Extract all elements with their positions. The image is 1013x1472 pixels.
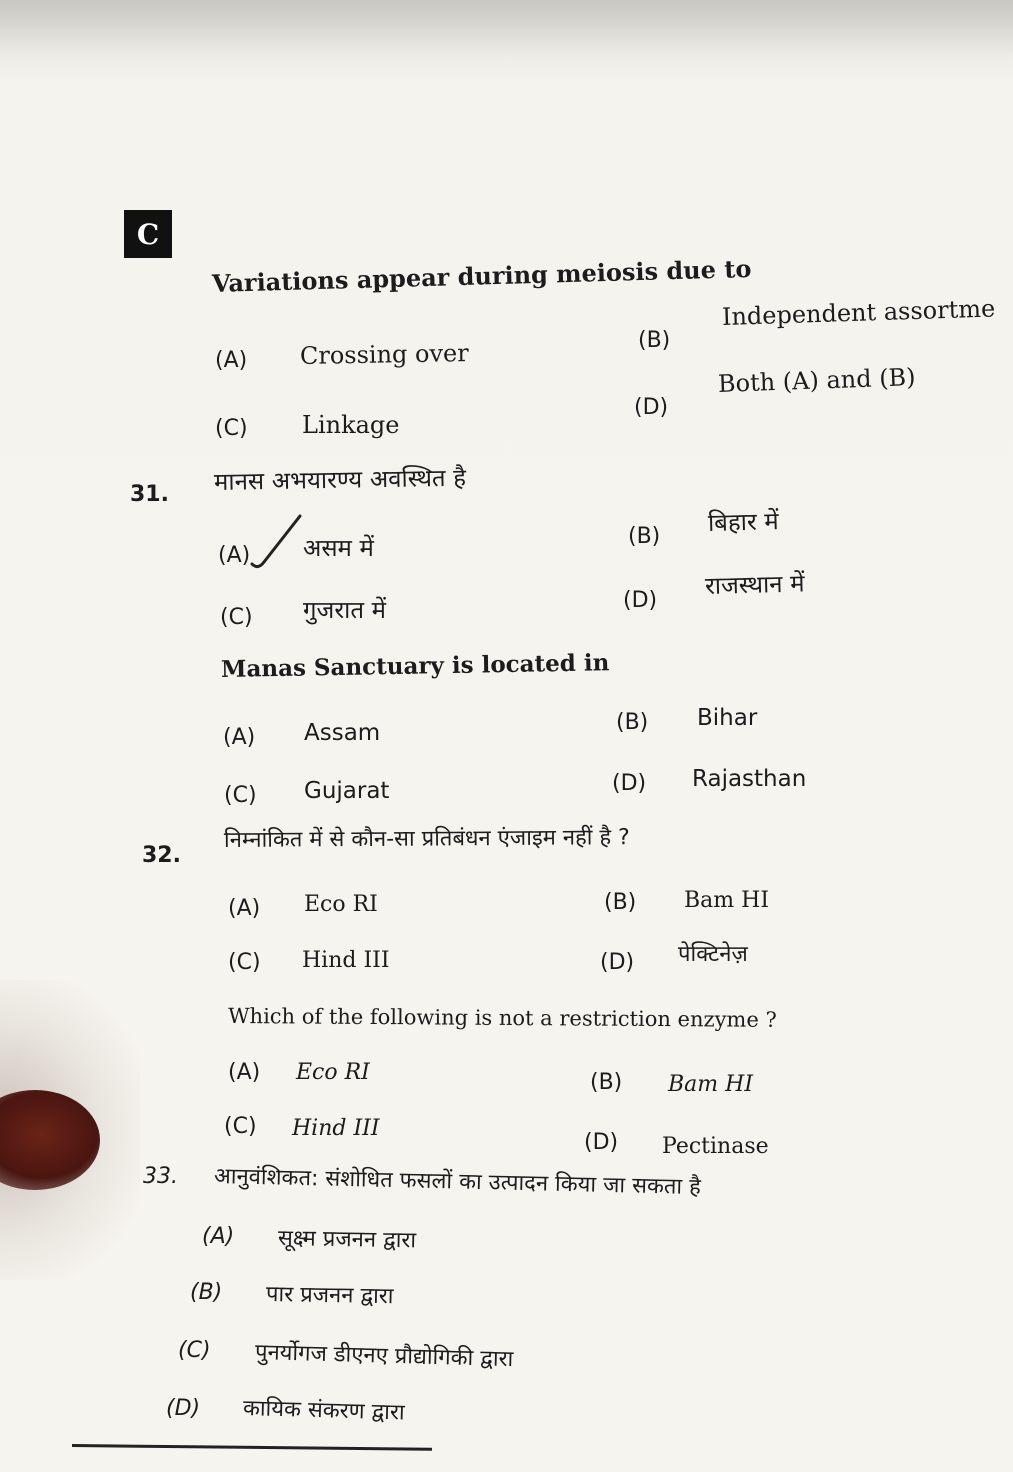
q32-question-en: Which of the following is not a restriction enzyme ? <box>227 1004 777 1032</box>
q32-hi-option-d-text: पेक्टिनेज़ <box>678 942 748 967</box>
q33-number: 33. <box>143 1164 178 1189</box>
page-top-shadow <box>0 0 1013 80</box>
q32-hi-option-c-text: Hind III <box>302 948 390 973</box>
q30-option-d-label: (D) <box>634 395 669 420</box>
q32-hi-option-a-text: Eco RI <box>304 892 378 917</box>
q31-hi-option-b-label: (B) <box>628 524 661 549</box>
q33-option-a-text: सूक्ष्म प्रजनन द्वारा <box>277 1226 417 1254</box>
q31-en-option-c-text: Gujarat <box>304 778 390 804</box>
q33-option-b-text: पार प्रजनन द्वारा <box>265 1282 394 1310</box>
q31-en-option-a-label: (A) <box>223 725 256 750</box>
q31-hi-option-d-text: राजस्थान में <box>704 569 805 600</box>
q31-en-option-d-label: (D) <box>612 771 647 796</box>
q33-option-c-text: पुनर्योगज डीएनए प्रौद्योगिकी द्वारा <box>254 1340 514 1373</box>
q30-question-en: Variations appear during meiosis due to <box>211 253 752 298</box>
q31-en-option-c-label: (C) <box>224 783 257 808</box>
q32-en-option-c-text: Hind III <box>292 1116 380 1141</box>
q32-en-option-b-text: Bam HI <box>668 1072 754 1097</box>
q31-en-option-b-label: (B) <box>616 710 649 735</box>
q30-option-a-text: Crossing over <box>299 339 469 370</box>
q32-en-option-b-label: (B) <box>590 1070 623 1095</box>
q33-option-b-label: (B) <box>190 1280 223 1305</box>
q32-hi-option-d-label: (D) <box>600 950 635 975</box>
q31-question-hi: मानस अभयारण्य अवस्थित है <box>213 463 467 496</box>
bottom-divider <box>72 1444 432 1451</box>
q32-hi-option-b-label: (B) <box>604 890 637 915</box>
q33-option-a-label: (A) <box>202 1224 235 1249</box>
q31-hi-option-c-text: गुजरात में <box>303 596 387 624</box>
q30-option-a-label: (A) <box>215 348 248 373</box>
q31-en-option-d-text: Rajasthan <box>692 766 807 792</box>
q32-en-option-d-text: Pectinase <box>662 1134 769 1159</box>
q32-number: 32. <box>142 843 181 868</box>
q30-option-d-text: Both (A) and (B) <box>717 363 916 398</box>
q31-hi-option-c-label: (C) <box>220 605 253 630</box>
q33-option-d-text: कायिक संकरण द्वारा <box>242 1396 405 1426</box>
q31-number: 31. <box>130 482 169 507</box>
q32-question-hi: निम्नांकित में से कौन-सा प्रतिबंधन एंजाइम नहीं है ? <box>223 825 630 853</box>
q32-en-option-a-label: (A) <box>228 1060 261 1085</box>
q31-hi-option-a-text: असम में <box>303 534 374 562</box>
q30-option-c-label: (C) <box>215 416 248 441</box>
q33-option-c-label: (C) <box>178 1338 211 1363</box>
q31-question-en: Manas Sanctuary is located in <box>220 649 610 683</box>
q32-en-option-a-text: Eco RI <box>296 1060 370 1085</box>
q30-option-c-text: Linkage <box>302 411 400 439</box>
q31-en-option-a-text: Assam <box>304 720 381 746</box>
q31-en-option-b-text: Bihar <box>697 705 758 731</box>
q31-hi-option-b-text: बिहार में <box>707 507 780 537</box>
q33-option-d-label: (D) <box>166 1396 201 1421</box>
q33-question-hi: आनुवंशिकत: संशोधित फसलों का उत्पादन किया जा सकता है <box>213 1164 702 1201</box>
q30-option-b-label: (B) <box>638 328 671 353</box>
q32-hi-option-a-label: (A) <box>228 896 261 921</box>
q32-en-option-c-label: (C) <box>224 1114 257 1139</box>
q30-option-b-text: Independent assortme <box>721 294 996 331</box>
set-code-badge: C <box>124 210 172 258</box>
q32-hi-option-b-text: Bam HI <box>684 888 770 913</box>
q31-hi-option-d-label: (D) <box>623 588 658 613</box>
q32-en-option-d-label: (D) <box>584 1130 619 1155</box>
q31-hi-option-a-label: (A) <box>218 543 251 568</box>
q32-hi-option-c-label: (C) <box>228 950 261 975</box>
checkmark-icon <box>250 512 310 572</box>
